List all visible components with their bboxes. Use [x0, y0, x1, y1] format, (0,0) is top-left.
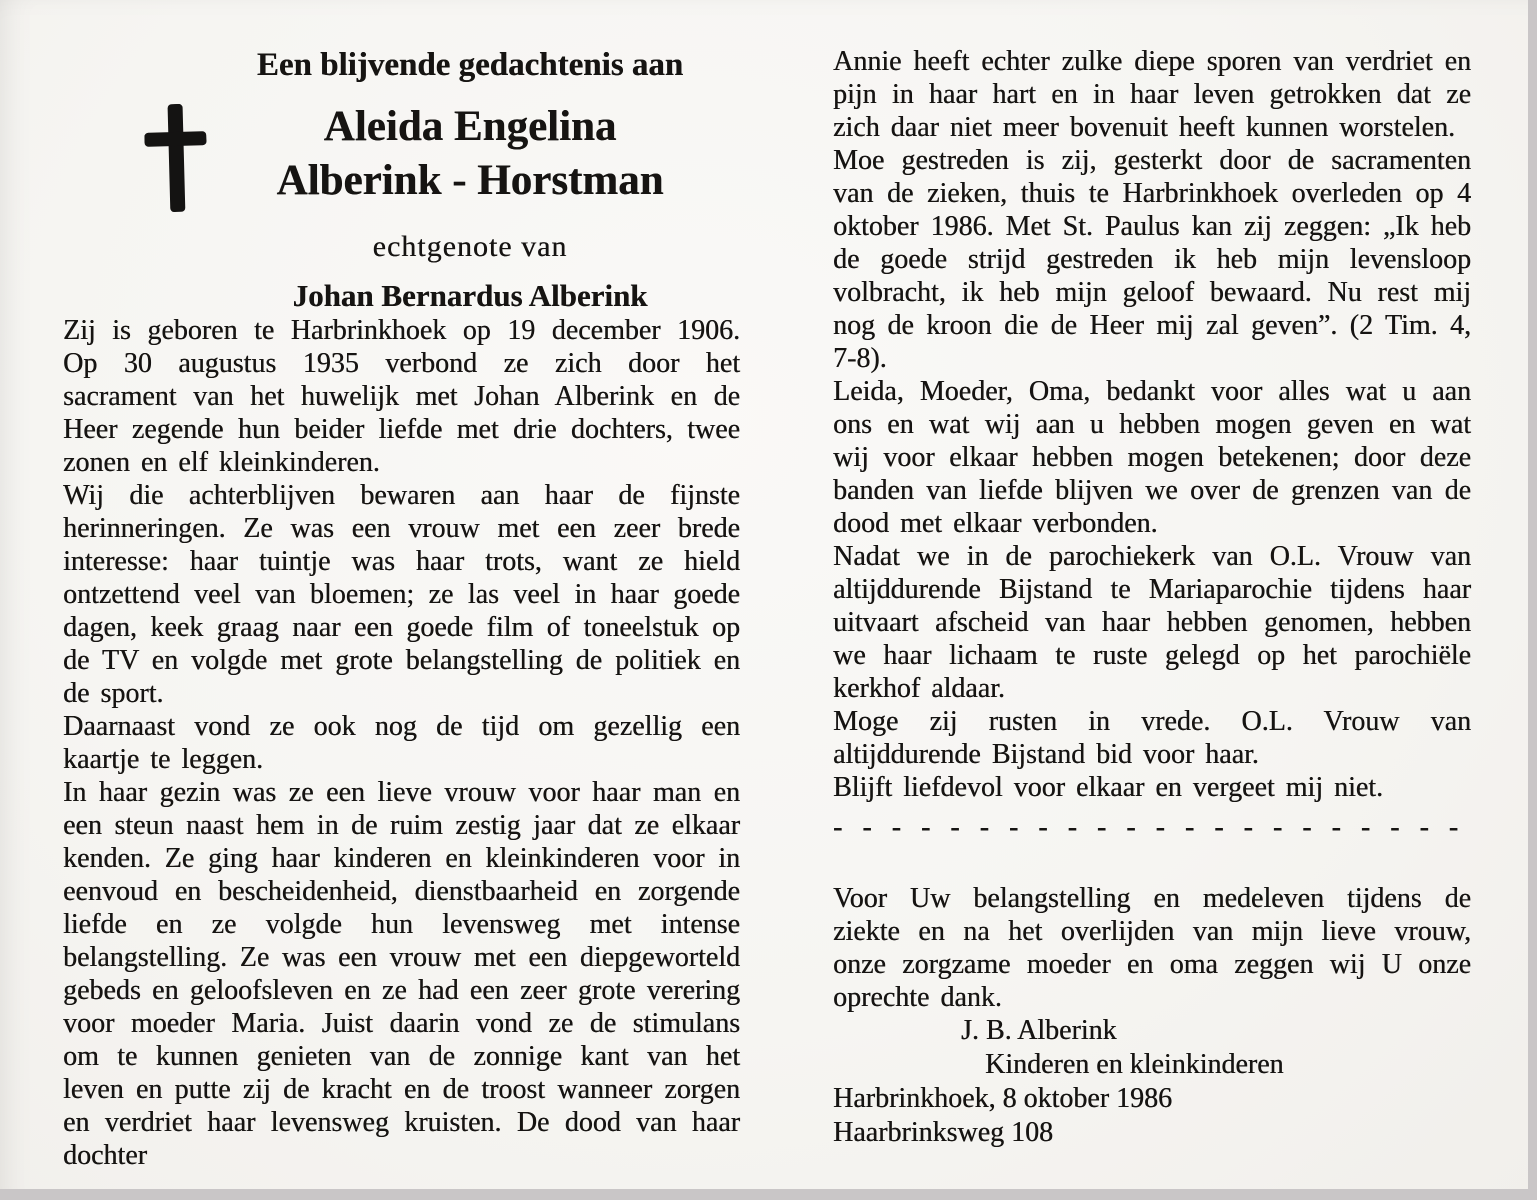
deceased-name-line-2: Alberink - Horstman [276, 157, 664, 204]
address-line: Haarbrinksweg 108 [833, 1117, 1054, 1148]
place-date-line: Harbrinkhoek, 8 oktober 1986 [833, 1083, 1173, 1114]
spouse-name: Johan Bernardus Alberink [292, 278, 648, 313]
memorial-text-paragraph: Moge zij rusten in vrede. O.L. Vrouw van altijddurende Bijstand bid voor haar. [833, 706, 1471, 770]
memorial-text-paragraph: Nadat we in de parochiekerk van O.L. Vrouw van altijddurende Bijstand te Mariaparochie tijdens haar uitvaart afscheid van haar hebben genomen, hebben we haar lichaam te ruste gelegd op het parochiële kerkhof aldaar. [833, 541, 1471, 704]
memorial-line: Een blijvende gedachtenis aan [256, 47, 684, 83]
signature-family: Kinderen en kleinkinderen [985, 1049, 1284, 1080]
memorial-text-paragraph: Annie heeft echter zulke diepe sporen van verdriet en pijn in haar hart en in haar leven getrokken dat ze zich daar niet meer bovenuit heeft kunnen worstelen. [833, 46, 1471, 143]
card-left-column [63, 42, 740, 1200]
biography-paragraph: Daarnaast vond ze ook nog de tijd om gezellig een kaartje te leggen. [63, 711, 740, 775]
biography-paragraph: In haar gezin was ze een lieve vrouw voor haar man en een steun naast hem in de ruim zestig jaar dat ze elkaar kenden. Ze ging haar kinderen en kleinkinderen voor in eenvoud en bescheidenheid, dienstbaarheid en zorgende liefde en ze volgde hun levensweg met intense belangstelling. Ze was een vrouw met een diepgeworteld gebeds en geloofsleven en ze had een zeer grote verering voor moeder Maria. Juist daarin vond ze de stimulans om te kunnen genieten van de zonnige kant van het leven en putte zij de kracht en de troost wanneer zorgen en verdriet haar levensweg kruisten. De dood van haar dochter [63, 777, 740, 1171]
scan-edge-right [1528, 0, 1537, 1200]
card-right-column [833, 42, 1471, 1200]
dashed-separator: - - - - - - - - - - - - - - - - - - - - - - [833, 812, 1459, 843]
biography-paragraph: Zij is geboren te Harbrinkhoek op 19 december 1906. Op 30 augustus 1935 verbond ze zich door het sacrament van het huwelijk met Johan Alberink en de Heer zegende hun beider liefde met drie dochters, twee zonen en elf kleinkinderen. [63, 315, 740, 478]
memorial-text-paragraph: Leida, Moeder, Oma, bedankt voor alles wat u aan ons en wat wij aan u hebben mogen geven en wat wij voor elkaar hebben mogen betekenen; door deze banden van liefde blijven we over de grenzen van de dood met elkaar verbonden. [833, 376, 1471, 539]
signature-name: J. B. Alberink [961, 1015, 1117, 1046]
memorial-text-paragraph: Moe gestreden is zij, gesterkt door de sacramenten van de zieken, thuis te Harbrinkhoek overleden op 4 oktober 1986. Met St. Paulus kan zij zeggen: „Ik heb de goede strijd gestreden ik heb mijn levensloop volbracht, ik heb mijn geloof bewaard. Nu rest mij nog de kroon die de Heer mij zal geven”. (2 Tim. 4, 7-8). [833, 145, 1471, 374]
acknowledgement-paragraph: Voor Uw belangstelling en medeleven tijdens de ziekte en na het overlijden van mijn lieve vrouw, onze zorgzame moeder en oma zeggen wij U onze oprechte dank. [833, 883, 1471, 1013]
memorial-text-paragraph: Blijft liefdevol voor elkaar en vergeet mij niet. [833, 772, 1383, 803]
card-header-text [200, 42, 740, 314]
biography-paragraph: Wij die achterblijven bewaren aan haar de fijnste herinneringen. Ze was een vrouw met een zeer brede interesse: haar tuintje was haar trots, want ze hield ontzettend veel van bloemen; ze las veel in haar goede dagen, keek graag naar een goede film of toneelstuk op de TV en volgde met grote belangstelling de politiek en de sport. [63, 480, 740, 709]
card-header [63, 42, 740, 314]
column-gap [740, 42, 833, 1200]
scan-edge-bottom [0, 1189, 1537, 1200]
relation-line: echtgenote van [372, 230, 568, 263]
deceased-name-line-1: Aleida Engelina [323, 103, 617, 150]
cross-icon [144, 103, 209, 218]
